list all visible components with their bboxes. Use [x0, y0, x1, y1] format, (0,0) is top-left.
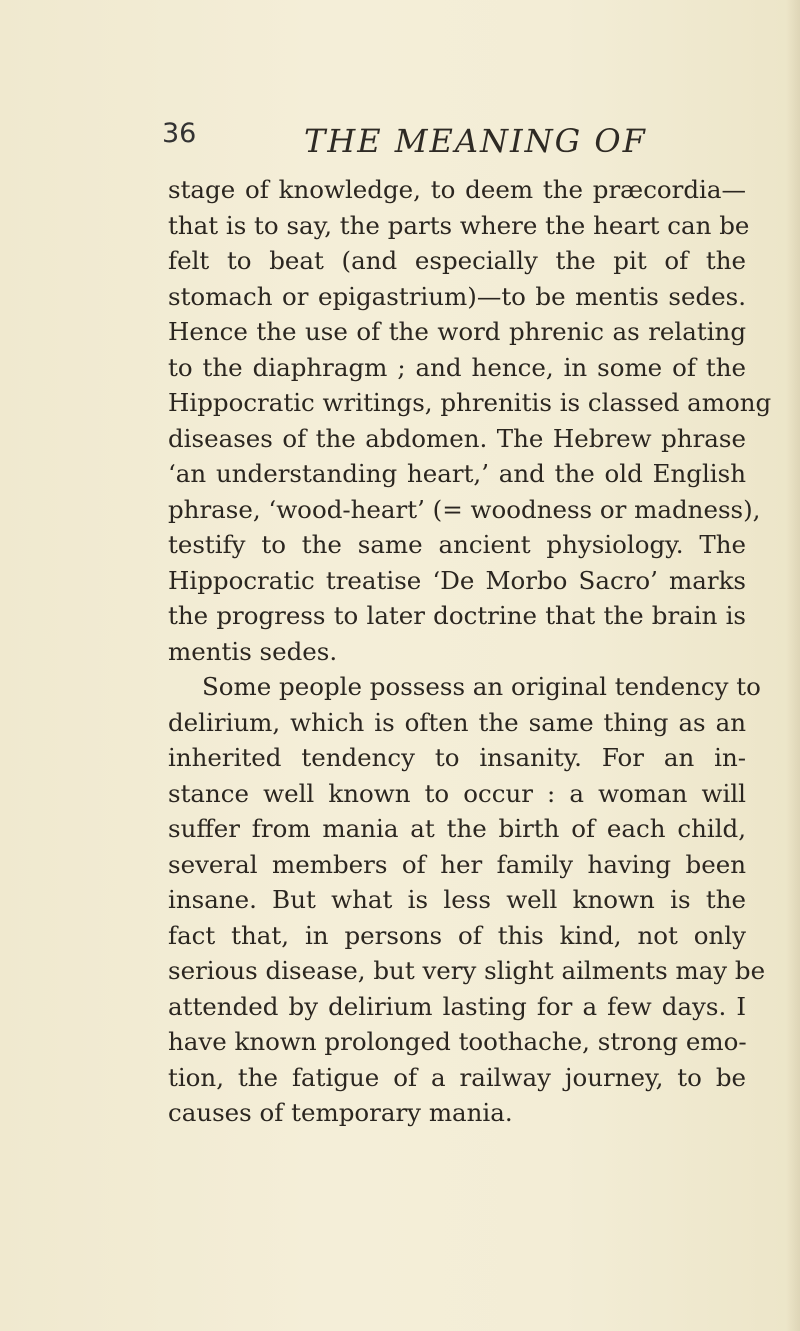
text-line: phrase, ‘wood-heart’ (= woodness or madness),: [168, 494, 761, 524]
text-line: the progress to later doctrine that the brain is: [168, 601, 746, 630]
text-line: stage of knowledge, to deem the præcordia—: [168, 175, 746, 204]
text-line: Hippocratic treatise ‘De Morbo Sacro’ marks: [168, 565, 746, 595]
text-line: delirium, which is often the same thing as an: [168, 707, 746, 737]
text-line: mentis sedes.: [168, 636, 338, 666]
text-line: diseases of the abdomen. The Hebrew phrase: [168, 423, 746, 453]
text-line: causes of temporary mania.: [168, 1098, 513, 1127]
running-head: THE MEANING OF: [304, 122, 647, 160]
text-line: suffer from mania at the birth of each child,: [168, 814, 746, 843]
text-line: fact that, in persons of this kind, not only: [168, 920, 746, 950]
text-line: testify to the same ancient physiology. The: [168, 530, 746, 559]
text-line: Some people possess an original tendency to: [202, 672, 761, 701]
paragraph-2: [168, 669, 766, 1131]
body-text: [168, 172, 772, 1131]
text-line: have known prolonged toothache, strong emo-: [168, 1027, 747, 1056]
text-line: tion, the fatigue of a railway journey, to be: [168, 1062, 746, 1092]
page-header: [162, 118, 782, 168]
page-number: 36: [162, 118, 197, 149]
text-line: serious disease, but very slight ailments may be: [168, 956, 766, 985]
text-line: attended by delirium lasting for a few days. I: [168, 991, 746, 1021]
text-line: inherited tendency to insanity. For an in-: [168, 743, 746, 772]
text-line: insane. But what is less well known is the: [168, 885, 746, 914]
text-line: felt to beat (and especially the pit of the: [168, 246, 746, 275]
text-line: that is to say, the parts where the heart can be: [168, 210, 750, 240]
text-line: stance well known to occur : a woman will: [168, 778, 746, 808]
text-line: to the diaphragm ; and hence, in some of the: [168, 352, 746, 382]
page-edge-shadow: [786, 0, 800, 1331]
paragraph-1: [168, 172, 772, 669]
text-line: ‘an understanding heart,’ and the old English: [168, 459, 746, 488]
text-line: Hippocratic writings, phrenitis is classed among: [168, 388, 772, 417]
text-line: several members of her family having been: [168, 849, 746, 879]
text-line: stomach or epigastrium)—to be mentis sedes.: [168, 281, 746, 311]
text-line: Hence the use of the word phrenic as relating: [168, 317, 746, 346]
